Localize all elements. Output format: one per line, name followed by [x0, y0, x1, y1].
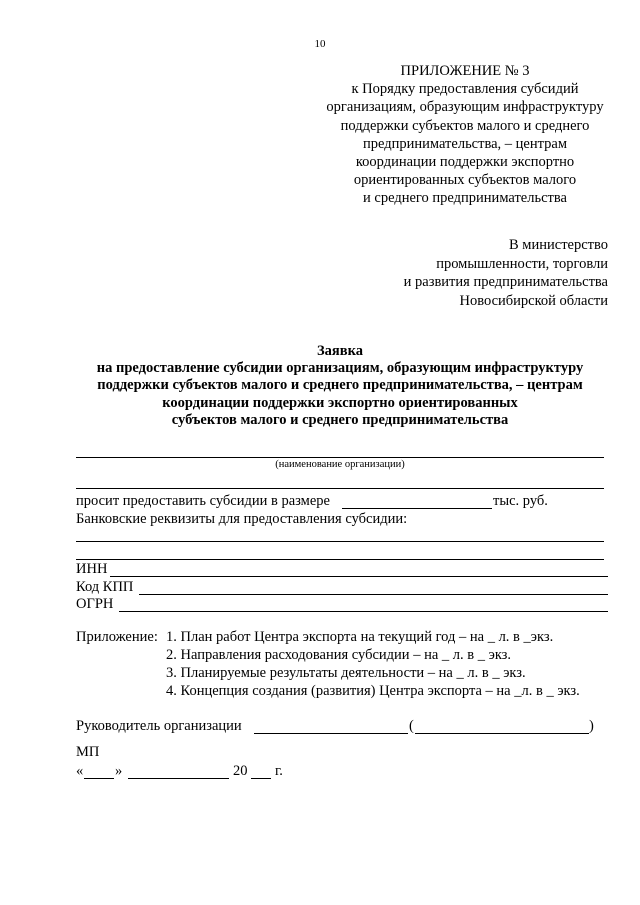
date-year-prefix: 20	[233, 763, 248, 779]
kpp-label: Код КПП	[76, 579, 134, 595]
form-title	[40, 343, 640, 429]
org-name-caption: (наименование организации)	[275, 459, 405, 470]
signature-label: Руководитель организации	[76, 718, 242, 734]
date-close-quote: »	[115, 763, 123, 779]
form-title-line: координации поддержки экспортно ориентированных	[162, 394, 518, 411]
signature-open-paren: (	[409, 718, 414, 734]
form-title-line: Заявка	[317, 343, 363, 359]
date-year-field[interactable]	[251, 778, 271, 779]
subsidy-request-prefix: просит предоставить субсидии в размере	[76, 493, 330, 509]
signature-name-field[interactable]	[415, 733, 589, 734]
appendix-line: координации поддержки экспортно	[355, 154, 575, 171]
page-number: 10	[314, 38, 326, 50]
attachment-item: 3. Планируемые результаты деятельности – на _ л. в _ экз.	[166, 665, 526, 681]
signature-close-paren: )	[589, 718, 594, 734]
attachments-label: Приложение:	[76, 629, 158, 645]
org-name-field-continued[interactable]	[76, 488, 604, 489]
bank-details-field-2[interactable]	[76, 559, 604, 560]
org-name-field[interactable]	[76, 457, 604, 458]
kpp-field[interactable]	[139, 594, 608, 595]
date-year-suffix: г.	[275, 763, 283, 779]
signature-field[interactable]	[254, 733, 408, 734]
stamp-label: МП	[76, 744, 100, 760]
form-title-line: поддержки субъектов малого и среднего предпринимательства, – центрам	[97, 377, 583, 394]
date-month-field[interactable]	[128, 778, 229, 779]
inn-label: ИНН	[76, 561, 108, 577]
date-day-field[interactable]	[84, 778, 114, 779]
ogrn-field[interactable]	[119, 611, 608, 612]
addressee-block	[404, 236, 608, 310]
attachment-item: 1. План работ Центра экспорта на текущий год – на _ л. в _экз.	[166, 629, 554, 645]
appendix-header	[300, 62, 630, 208]
subsidy-request-suffix: тыс. руб.	[493, 493, 548, 509]
appendix-line: организациям, образующим инфраструктуру	[326, 99, 604, 116]
appendix-line: поддержки субъектов малого и среднего	[340, 117, 590, 134]
date-open-quote: «	[76, 763, 84, 779]
bank-details-field-1[interactable]	[76, 541, 604, 542]
addressee-line: промышленности, торговли	[436, 255, 608, 272]
addressee-line: и развития предпринимательства	[403, 274, 608, 290]
addressee-line: В министерство	[509, 237, 608, 253]
form-title-line: на предоставление субсидии организациям, образующим инфраструктуру	[96, 360, 584, 377]
inn-field[interactable]	[110, 576, 608, 577]
appendix-line: к Порядку предоставления субсидий	[351, 81, 579, 98]
appendix-line: ориентированных субъектов малого	[353, 172, 577, 189]
appendix-line: и среднего предпринимательства	[363, 190, 567, 207]
addressee-line: Новосибирской области	[459, 292, 608, 309]
form-title-line: субъектов малого и среднего предпринимательства	[171, 411, 509, 428]
subsidy-request-row	[76, 493, 330, 510]
appendix-line: предпринимательства, – центрам	[363, 135, 567, 152]
appendix-line: ПРИЛОЖЕНИЕ № 3	[400, 63, 530, 79]
attachment-item: 4. Концепция создания (развития) Центра экспорта – на _л. в _ экз.	[166, 683, 580, 699]
ogrn-label: ОГРН	[76, 596, 114, 612]
attachment-item: 2. Направления расходования субсидии – на _ л. в _ экз.	[166, 647, 512, 663]
bank-details-label: Банковские реквизиты для предоставления субсидии:	[76, 511, 408, 527]
subsidy-amount-field[interactable]	[342, 508, 492, 509]
